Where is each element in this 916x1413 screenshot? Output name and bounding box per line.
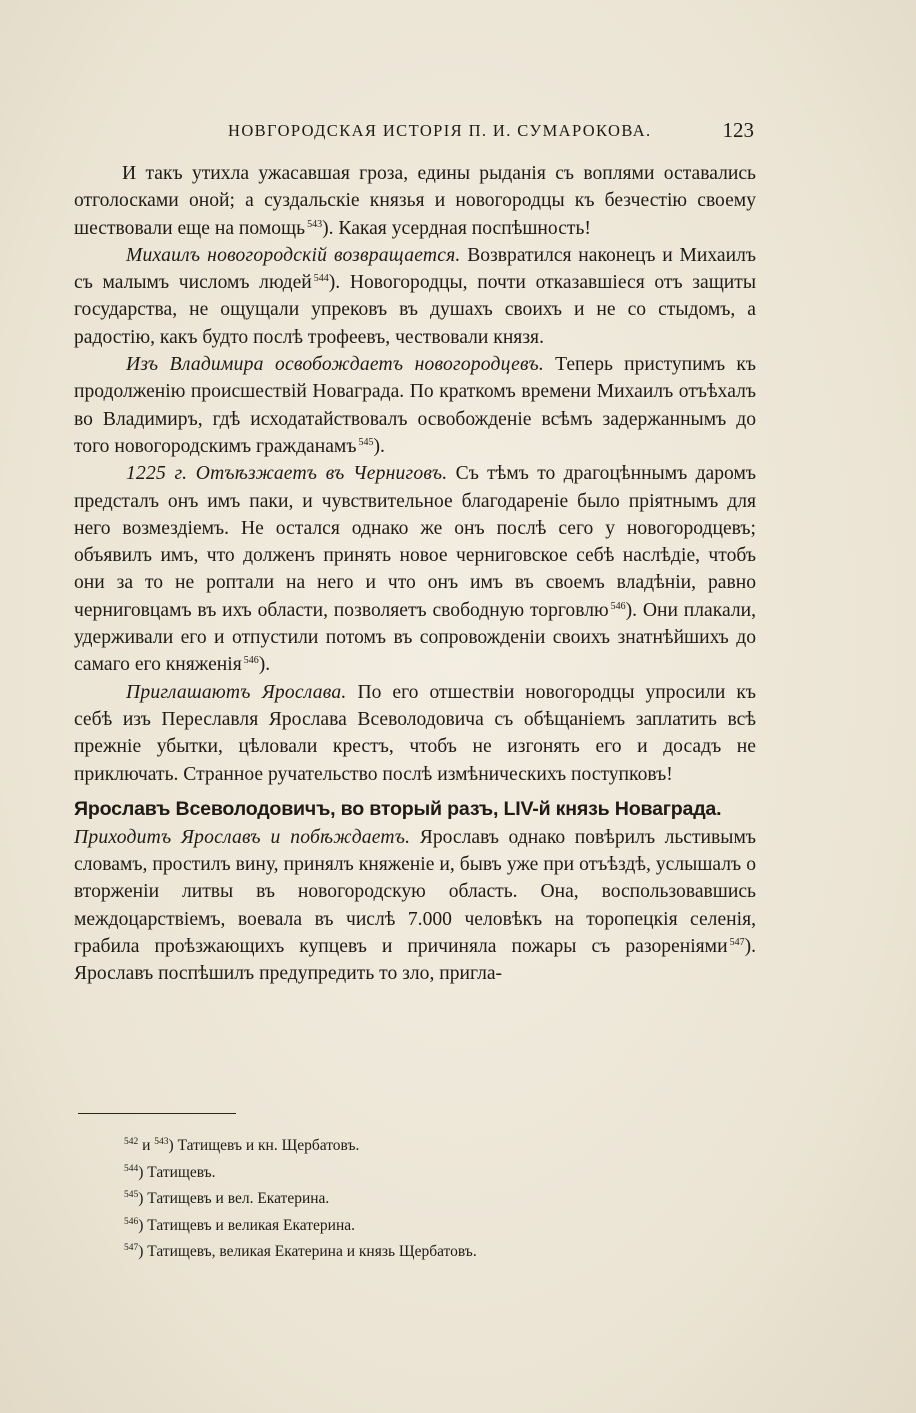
paragraph-text: Ярославъ однако повѣрилъ льстивымъ словамъ, простилъ вину, принялъ княженіе и, бывъ уже при отъѣздѣ, услышалъ о вторженіи литвы въ новогородскую область. Она, воспользовавшись междоцарствіемъ, воевала въ числѣ 7.000 человѣкъ на торопецкія селенія, грабила проѣзжающихъ купцевъ и причиняла пожары съ разореніями [74,826,756,958]
marginal-subheading: Изъ Владимира освобождаетъ новогородцевъ. [126,354,544,376]
footnote-divider [78,1113,236,1114]
marginal-subheading: Михаилъ новогородскій возвращается. [126,244,461,266]
footnote-545 [124,1186,744,1213]
footnote-conjunction: и [138,1137,155,1154]
footnote-ref-546: 546 [243,655,259,667]
footnote-text: ) Татищевъ, великая Екатерина и князь Щербатовъ. [138,1243,477,1260]
paragraph-text: ). Ярославъ поспѣшилъ предупредить то зло, пригла- [74,936,756,985]
footnote-text: ) Татищевъ и вел. Екатерина. [138,1190,330,1207]
page-number: 123 [722,118,754,142]
footnote-ref-546: 546 [610,600,626,612]
paragraph-text: И такъ утихла ужасавшая гроза, едины рыданія съ воплями оставались отголосками оной; а суздальскіе князья и новогородцы къ безчестію своему шествовали еще на помощь [74,163,756,239]
paragraph-2 [74,242,756,351]
paragraph-text: ). Они плакали, удерживали его и отпустили потомъ въ сопровожденіи своихъ знатнѣйшихъ до самаго его княженія [74,599,756,676]
footnotes [124,1133,744,1266]
footnote-number: 545 [124,1190,139,1200]
main-text [74,160,756,988]
footnote-547 [124,1239,744,1266]
footnote-ref-547: 547 [729,937,745,949]
footnote-number: 544 [124,1163,139,1174]
footnote-544 [124,1160,744,1187]
marginal-subheading: Приглашаютъ Ярослава. [126,681,347,703]
paragraph-5 [74,679,756,788]
paragraph-text: ). [258,654,271,676]
chapter-heading: Ярославъ Всеволодовичъ, во вторый разъ, LIV-й князь Новаграда. [74,797,722,820]
footnote-text: ) Татищевъ. [138,1163,216,1181]
footnote-546 [124,1213,744,1240]
page-header [0,118,916,148]
paragraph-text: По его отшествіи новогородцы упросили къ себѣ изъ Переславля Ярослава Всеволодовича съ обѣщаніемъ заплатить всѣ прежніе убытки, цѣловали крестъ, чтобъ не изгонять его и досадъ не приключать. Странное ручательство послѣ измѣническихъ поступковъ! [74,681,756,785]
footnote-text: ) Татищевъ и кн. Щербатовъ. [168,1137,360,1154]
marginal-subheading: Приходитъ Ярославъ и побѣждаетъ. [74,826,411,848]
footnote-ref-544: 544 [313,273,329,285]
footnote-ref-545: 545 [358,436,374,448]
footnote-number: 542 [124,1137,139,1147]
paragraph-3 [74,351,756,460]
paragraph-4 [74,460,756,678]
footnote-ref-543: 543 [307,218,323,230]
footnote-542-543 [124,1133,744,1160]
paragraph-text: ). [373,435,385,457]
running-head: НОВГОРОДСКАЯ ИСТОРІЯ П. И. СУМАРОКОВА. [228,121,652,140]
paragraph-6 [74,824,756,988]
footnote-text: ) Татищевъ и великая Екатерина. [138,1216,356,1234]
paragraph-1 [74,160,756,242]
footnote-number: 547 [124,1243,139,1253]
footnote-number: 543 [154,1137,169,1147]
paragraph-text: Съ тѣмъ то драгоцѣннымъ даромъ предсталъ онъ имъ паки, и чувствительное благодареніе было пріятнымъ для него возмездіемъ. Не остался однако же онъ послѣ сего у новогородцевъ; объявилъ имъ, что долженъ принять новое черниговское себѣ наслѣдіе, чтобъ они за то не роптали на него и что онъ имъ въ своемъ владѣніи, равно черниговцамъ въ ихъ области, позволяетъ свободную торговлю [74,463,756,621]
paragraph-text: ). Новогородцы, почти отказавшіеся отъ защиты государства, не ощущали упрековъ въ душахъ своихъ и не со стыдомъ, а радостію, какъ будто послѣ трофеевъ, чествовали князя. [74,272,756,348]
paragraph-text: ). Какая усердная поспѣшность! [322,217,591,239]
marginal-subheading: 1225 г. Отъѣзжаетъ въ Черниговъ. [126,463,448,485]
paragraph-text: Теперь приступимъ къ продолженію происшествій Новаграда. По краткомъ времени Михаилъ отъѣхалъ во Владимиръ, гдѣ исходатайствовалъ освобожденіе всѣмъ задержаннымъ до того новогородскимъ гражданамъ [74,354,756,457]
paragraph-text: Возвратился наконецъ и Михаилъ съ малымъ числомъ людей [74,244,756,294]
footnote-number: 546 [124,1216,139,1227]
